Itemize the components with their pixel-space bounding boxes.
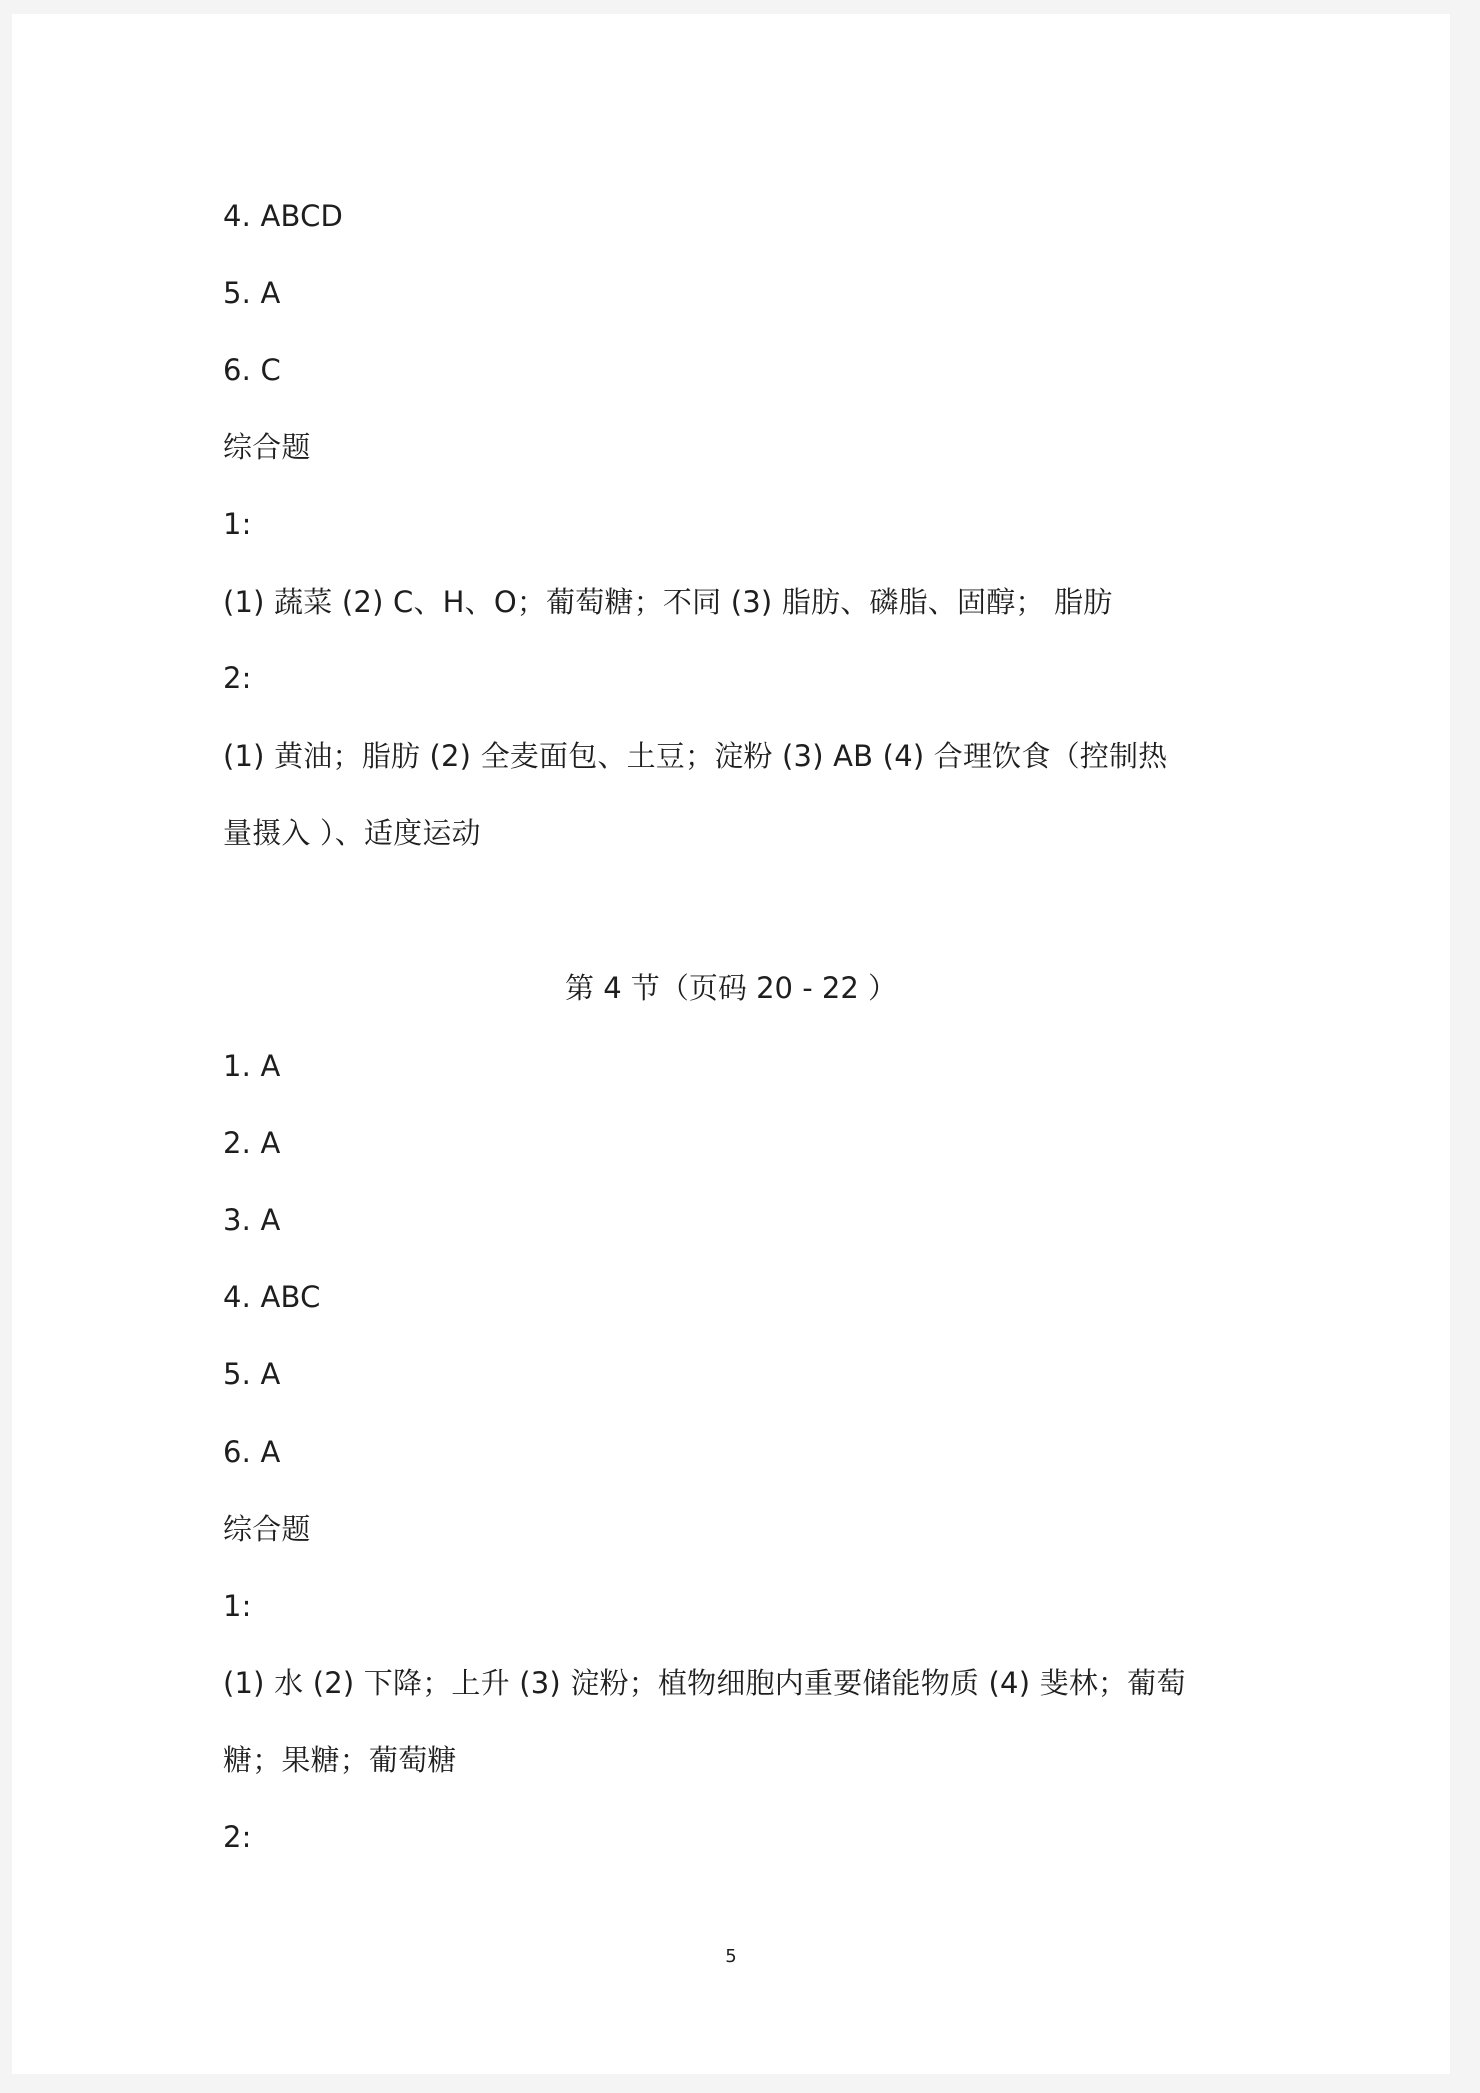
answer-choice: 3. A bbox=[223, 1203, 281, 1237]
answer-choice: 4. ABCD bbox=[223, 199, 344, 233]
answer-text: 量摄入 ）、适度运动 bbox=[223, 816, 481, 850]
answer-choice: 4. ABC bbox=[223, 1280, 321, 1314]
comprehensive-title: 综合题 bbox=[223, 430, 311, 464]
answer-choice: 2. A bbox=[223, 1126, 281, 1160]
document-page bbox=[12, 14, 1450, 2074]
answer-choice: 5. A bbox=[223, 1357, 281, 1391]
answer-text: 糖；果糖；葡萄糖 bbox=[223, 1743, 457, 1777]
section-heading: 第 4 节（页码 20 - 22 ） bbox=[564, 971, 898, 1005]
question-label: 1: bbox=[223, 1589, 252, 1623]
question-label: 2: bbox=[223, 1820, 252, 1854]
answer-choice: 5. A bbox=[223, 276, 281, 310]
answer-choice: 6. C bbox=[223, 353, 281, 387]
comprehensive-title: 综合题 bbox=[223, 1512, 311, 1546]
question-label: 2: bbox=[223, 661, 252, 695]
answer-text: (1) 蔬菜 (2) C、H、O；葡萄糖；不同 (3) 脂肪、磷脂、固醇； 脂肪 bbox=[223, 585, 1113, 619]
answer-choice: 1. A bbox=[223, 1049, 281, 1083]
answer-text: (1) 水 (2) 下降；上升 (3) 淀粉；植物细胞内重要储能物质 (4) 斐林；葡萄 bbox=[223, 1666, 1186, 1700]
answer-text: (1) 黄油；脂肪 (2) 全麦面包、土豆；淀粉 (3) AB (4) 合理饮食（控制热 bbox=[223, 739, 1168, 773]
page-number: 5 bbox=[725, 1946, 737, 1967]
question-label: 1: bbox=[223, 507, 252, 541]
answer-choice: 6. A bbox=[223, 1435, 281, 1469]
